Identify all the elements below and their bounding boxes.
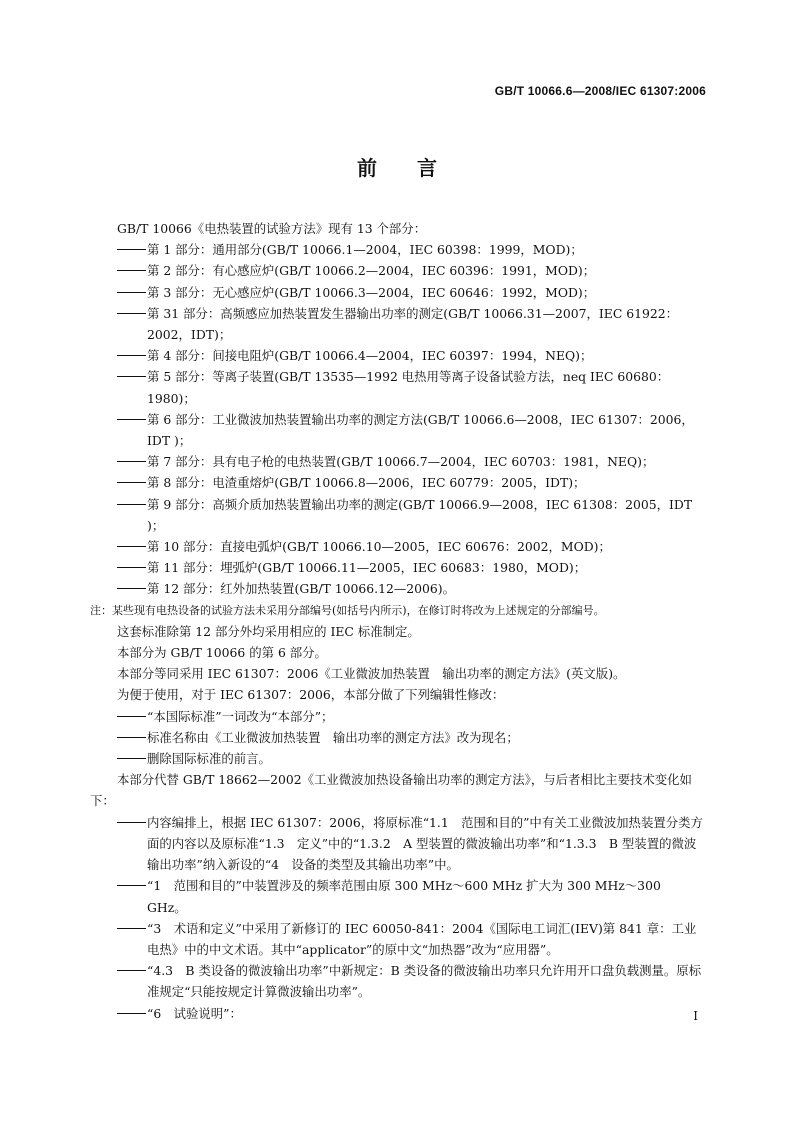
- change-text: 内容编排上，根据 IEC 61307：2006，将原标准“1.1 范围和目的”中有关工业微波加热装置分类方面的内容以及原标准“1.3 定义”中的“1.3.2 A 型装置的微波输出功率”和“1.3.3 B 型装置的微波输出功率”纳入新设的“4 设备的类型及其输出功率”中。: [147, 814, 703, 873]
- list-item: [90, 875, 704, 917]
- title-char-1: 前: [357, 156, 377, 180]
- edits-list: [90, 706, 704, 770]
- list-item: [90, 578, 704, 599]
- part-text: 第 6 部分：工业微波加热装置输出功率的测定方法(GB/T 10066.6—2008，IEC 61307：2006，IDT )；: [147, 411, 694, 449]
- part-text: 第 3 部分：无心感应炉(GB/T 10066.3—2004，IEC 60646：1992，MOD)；: [147, 284, 596, 300]
- list-item: [90, 557, 704, 578]
- change-text: “4.3 B 类设备的微波输出功率”中新规定：B 类设备的微波输出功率只允许用开口盘负载测量。原标准规定“只能按规定计算微波输出功率”。: [147, 963, 702, 1000]
- standard-code: GB/T 10066.6—2008/IEC 61307:2006: [494, 84, 706, 98]
- list-item: [90, 282, 704, 303]
- list-item: [90, 536, 704, 557]
- title-char-2: 言: [417, 156, 437, 180]
- list-item: [90, 727, 704, 748]
- paragraph: 本部分为 GB/T 10066 的第 6 部分。: [117, 645, 327, 661]
- part-text: 第 1 部分：通用部分(GB/T 10066.1—2004，IEC 60398：1999，MOD)；: [147, 242, 583, 258]
- list-item: [90, 366, 704, 408]
- change-text: “1 范围和目的”中装置涉及的频率范围由原 300 MHz～600 MHz 扩大为 300 MHz～300 GHz。: [147, 878, 661, 915]
- part-text: 第 9 部分：高频介质加热装置输出功率的测定(GB/T 10066.9—2008，IEC 61308：2005，IDT )；: [147, 496, 693, 533]
- paragraph: 本部分代替 GB/T 18662—2002《工业微波加热设备输出功率的测定方法》，与后者相比主要技术变化如下：: [90, 772, 692, 809]
- list-item: [90, 451, 704, 472]
- part-text: 第 10 部分：直接电弧炉(GB/T 10066.10—2005，IEC 60676：2002，MOD)；: [147, 539, 611, 555]
- part-text: 第 5 部分：等离子装置(GB/T 13535—1992 电热用等离子设备试验方法，neq IEC 60680：1980)；: [147, 369, 670, 406]
- edit-text: 标准名称由《工业微波加热装置 输出功率的测定方法》改为现名；: [147, 729, 519, 745]
- list-item: [90, 260, 704, 281]
- list-item: [90, 1003, 704, 1024]
- part-text: 第 2 部分：有心感应炉(GB/T 10066.2—2004，IEC 60396：1991，MOD)；: [147, 263, 596, 279]
- list-item: [90, 706, 704, 727]
- list-item: [90, 748, 704, 769]
- part-text: 第 11 部分：埋弧炉(GB/T 10066.11—2005，IEC 60683：1980，MOD)；: [147, 560, 587, 576]
- list-item: [90, 812, 704, 876]
- page-number: I: [693, 1009, 698, 1023]
- paragraph: 本部分等同采用 IEC 61307：2006《工业微波加热装置 输出功率的测定方法》(英文版)。: [117, 666, 626, 682]
- part-text: 第 12 部分：红外加热装置(GB/T 10066.12—2006)。: [147, 581, 456, 597]
- part-text: 第 8 部分：电渣重熔炉(GB/T 10066.8—2006，IEC 60779：2005，IDT)；: [147, 475, 586, 491]
- part-text: 第 31 部分：高频感应加热装置发生器输出功率的测定(GB/T 10066.31—2007，IEC 61922：2002，IDT)；: [147, 305, 679, 343]
- list-item: [90, 345, 704, 366]
- paragraph: 这套标准除第 12 部分外均采用相应的 IEC 标准制定。: [117, 623, 420, 639]
- change-text: “3 术语和定义”中采用了新修订的 IEC 60050-841：2004《国际电工词汇(IEV)第 841 章：工业电热》中的中文术语。其中“applicator”的原中文“加热器”改为“应用器”。: [147, 920, 697, 957]
- paragraph: 为便于使用，对于 IEC 61307：2006，本部分做了下列编辑性修改：: [117, 687, 505, 703]
- list-item: [90, 960, 704, 1002]
- list-item: [90, 239, 704, 260]
- list-item: [90, 409, 704, 451]
- changes-list: [90, 812, 704, 1024]
- foreword-body: [90, 218, 704, 1024]
- list-item: [90, 303, 704, 345]
- list-item: [90, 472, 704, 493]
- edit-text: “本国际标准”一词改为“本部分”；: [147, 708, 334, 724]
- edit-text: 删除国际标准的前言。: [147, 751, 271, 767]
- page-title: [0, 152, 794, 181]
- part-text: 第 7 部分：具有电子枪的电热装置(GB/T 10066.7—2004，IEC 60703：1981，NEQ)；: [147, 454, 655, 470]
- change-text: “6 试验说明”：: [147, 1005, 242, 1021]
- note: 注：某些现有电热设备的试验方法未采用分部编号(如括号内所示)，在修订时将改为上述规定的分部编号。: [90, 603, 605, 617]
- list-item: [90, 494, 704, 536]
- list-item: [90, 918, 704, 960]
- parts-list: [90, 239, 704, 599]
- part-text: 第 4 部分：间接电阻炉(GB/T 10066.4—2004，IEC 60397：1994，NEQ)；: [147, 348, 593, 364]
- intro-paragraph: GB/T 10066《电热装置的试验方法》现有 13 个部分：: [117, 221, 427, 236]
